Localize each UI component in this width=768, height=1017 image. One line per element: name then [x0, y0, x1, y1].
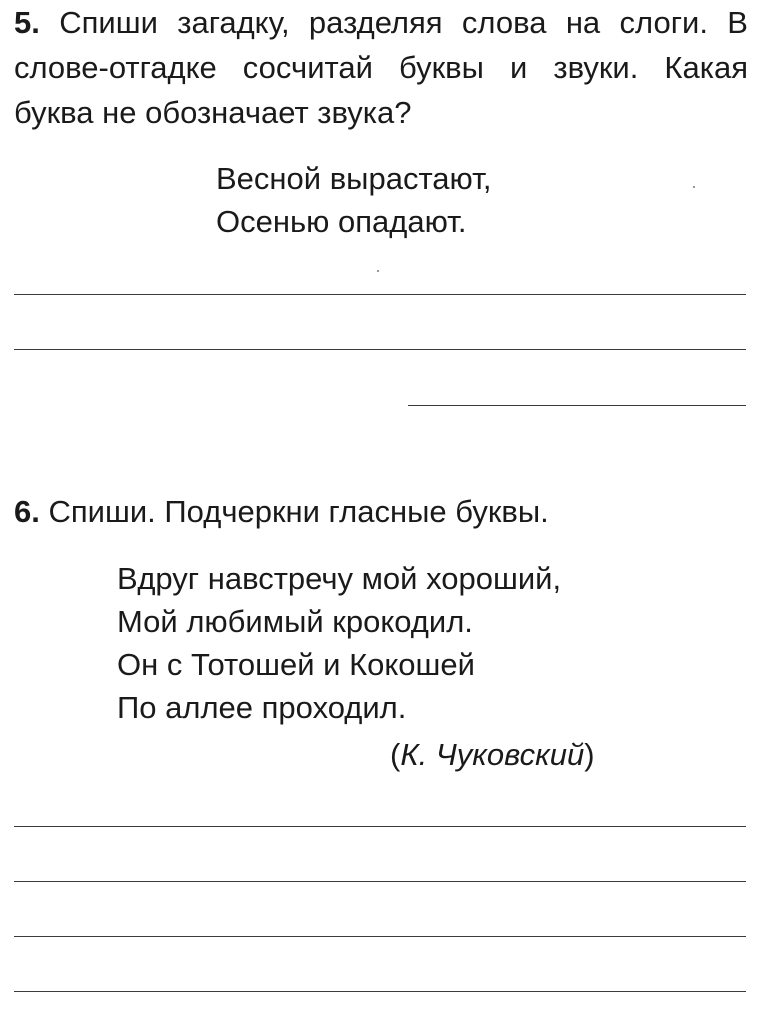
verse-line-4: По аллее проходил.: [117, 690, 407, 725]
riddle: [216, 157, 491, 243]
scan-speck: [377, 270, 379, 272]
verse-line-2: Мой любимый крокодил.: [117, 604, 473, 639]
answer-line-6-4: [14, 991, 746, 992]
task-6: [14, 489, 748, 534]
answer-line-6-2: [14, 881, 746, 882]
task-6-instruction: Спиши. Подчеркни гласные буквы.: [48, 494, 549, 529]
verse-line-1: Вдруг навстречу мой хороший,: [117, 561, 562, 596]
author-attribution: [390, 733, 595, 776]
scan-speck: [693, 186, 695, 188]
verse-line-3: Он с Тотошей и Кокошей: [117, 647, 475, 682]
author-name: К. Чуковский: [400, 737, 585, 772]
answer-line-5-1: [14, 294, 746, 295]
riddle-line-2: Осенью опадают.: [216, 204, 467, 239]
answer-line-6-3: [14, 936, 746, 937]
verse: [117, 557, 561, 729]
task-5-instruction: Спиши загадку, разделяя слова на слоги. В слове-отгадке сосчитай буквы и звуки. Какая буква не обозначает звука?: [14, 5, 748, 130]
author-paren-open: (: [390, 737, 401, 772]
author-paren-close: ): [584, 737, 595, 772]
task-6-number: 6.: [14, 494, 40, 529]
answer-line-5-3: [408, 405, 746, 406]
task-5: [14, 0, 748, 135]
answer-line-6-1: [14, 826, 746, 827]
riddle-line-1: Весной вырастают,: [216, 161, 492, 196]
task-5-number: 5.: [14, 5, 40, 40]
answer-line-5-2: [14, 349, 746, 350]
